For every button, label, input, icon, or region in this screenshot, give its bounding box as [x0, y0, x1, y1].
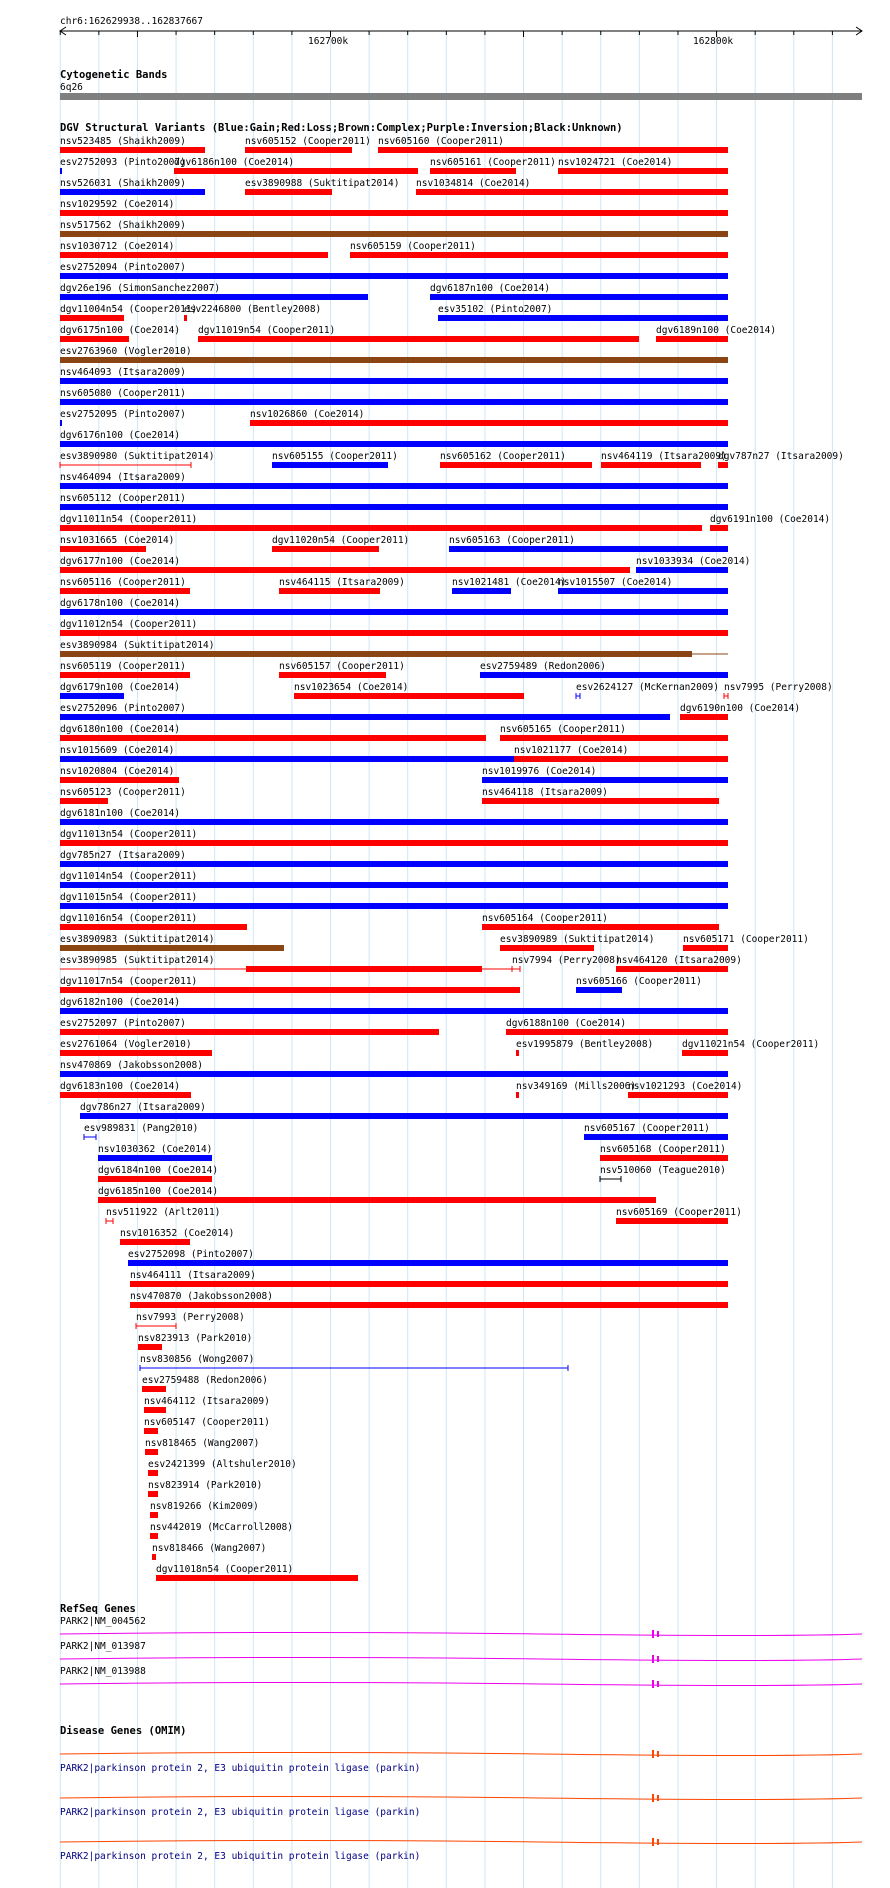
sv-label: esv2752096 (Pinto2007)	[60, 703, 186, 714]
sv-label: esv3890989 (Suktitipat2014)	[500, 934, 655, 945]
sv-bar[interactable]	[60, 609, 728, 615]
sv-label: nsv464093 (Itsara2009)	[60, 367, 186, 378]
sv-bar[interactable]	[60, 189, 205, 195]
sv-label: nsv511922 (Arlt2011)	[106, 1207, 221, 1218]
sv-bar[interactable]	[576, 987, 622, 993]
sv-label: nsv605123 (Cooper2011)	[60, 787, 186, 798]
sv-bar[interactable]	[378, 147, 728, 153]
ruler-track	[60, 16, 862, 47]
sv-bar[interactable]	[636, 567, 728, 573]
sv-label: nsv7993 (Perry2008)	[136, 1312, 245, 1323]
sv-bar[interactable]	[272, 462, 388, 468]
sv-bar[interactable]	[245, 189, 332, 195]
sv-bar[interactable]	[60, 714, 670, 720]
sv-label: nsv526031 (Shaikh2009)	[60, 178, 186, 189]
sv-bar[interactable]	[584, 1134, 728, 1140]
sv-label: dgv6176n100 (Coe2014)	[60, 430, 181, 441]
sv-label: nsv349169 (Mills2006)	[516, 1081, 637, 1092]
sv-bar[interactable]	[506, 1029, 728, 1035]
omim-gene-model[interactable]	[60, 1753, 862, 1756]
sv-label: dgv6184n100 (Coe2014)	[98, 1165, 219, 1176]
sv-bar[interactable]	[683, 945, 728, 951]
sv-label: nsv510060 (Teague2010)	[600, 1165, 726, 1176]
sv-label: nsv464118 (Itsara2009)	[482, 787, 608, 798]
omim-features	[60, 1750, 862, 1862]
sv-bar[interactable]	[60, 441, 728, 447]
sv-label: nsv605165 (Cooper2011)	[500, 724, 626, 735]
sv-bar[interactable]	[142, 1386, 166, 1392]
sv-bar[interactable]	[60, 1029, 439, 1035]
refseq-gene-label: PARK2|NM_004562	[60, 1616, 146, 1627]
sv-bar-thick[interactable]	[246, 966, 482, 972]
sv-bar[interactable]	[60, 1071, 728, 1077]
sv-label: nsv605164 (Cooper2011)	[482, 913, 608, 924]
sv-bar[interactable]	[558, 168, 728, 174]
sv-bar[interactable]	[710, 525, 728, 531]
sv-bar[interactable]	[60, 924, 247, 930]
sv-bar[interactable]	[145, 1449, 158, 1455]
sv-bar[interactable]	[128, 1260, 728, 1266]
sv-label: esv2752094 (Pinto2007)	[60, 262, 186, 273]
sv-label: nsv1023654 (Coe2014)	[294, 682, 409, 693]
sv-label: dgv786n27 (Itsara2009)	[80, 1102, 206, 1113]
sv-bar[interactable]	[718, 462, 728, 468]
sv-bar[interactable]	[148, 1491, 158, 1497]
sv-bar[interactable]	[60, 399, 728, 405]
sv-bar[interactable]	[60, 1092, 191, 1098]
sv-bar[interactable]	[601, 462, 701, 468]
sv-label: nsv605147 (Cooper2011)	[144, 1417, 270, 1428]
sv-label: nsv605161 (Cooper2011)	[430, 157, 556, 168]
refseq-exon	[657, 1631, 659, 1637]
sv-bar[interactable]	[616, 966, 728, 972]
sv-label: nsv605152 (Cooper2011)	[245, 136, 371, 147]
sv-label: dgv11015n54 (Cooper2011)	[60, 892, 198, 903]
refseq-exon	[652, 1630, 654, 1638]
sv-bar[interactable]	[60, 987, 520, 993]
sv-bar[interactable]	[60, 420, 62, 426]
sv-label: dgv6179n100 (Coe2014)	[60, 682, 181, 693]
sv-bar[interactable]	[60, 546, 146, 552]
refseq-title: RefSeq Genes	[60, 1603, 136, 1615]
sv-label: nsv1015609 (Coe2014)	[60, 745, 175, 756]
sv-label: nsv464111 (Itsara2009)	[130, 1270, 256, 1281]
sv-bar[interactable]	[120, 1239, 190, 1245]
sv-label: nsv830856 (Wong2007)	[140, 1354, 255, 1365]
sv-bar[interactable]	[198, 336, 639, 342]
sv-bar[interactable]	[60, 861, 728, 867]
sv-label: nsv605155 (Cooper2011)	[272, 451, 398, 462]
sv-bar[interactable]	[482, 777, 728, 783]
sv-bar[interactable]	[98, 1155, 212, 1161]
sv-label: nsv1021293 (Coe2014)	[628, 1081, 743, 1092]
sv-label: esv2759488 (Redon2006)	[142, 1375, 268, 1386]
omim-exon	[657, 1751, 659, 1757]
sv-bar[interactable]	[60, 210, 728, 216]
sv-label: nsv605160 (Cooper2011)	[378, 136, 504, 147]
sv-label: nsv1024721 (Coe2014)	[558, 157, 673, 168]
sv-label: esv989831 (Pang2010)	[84, 1123, 199, 1134]
sv-bar[interactable]	[60, 525, 702, 531]
sv-label: dgv11014n54 (Cooper2011)	[60, 871, 198, 882]
sv-bar[interactable]	[60, 231, 728, 237]
sv-label: dgv6185n100 (Coe2014)	[98, 1186, 219, 1197]
refseq-gene-label: PARK2|NM_013988	[60, 1666, 146, 1677]
sv-label: dgv6178n100 (Coe2014)	[60, 598, 181, 609]
refseq-exon	[652, 1655, 654, 1663]
sv-label: dgv11019n54 (Cooper2011)	[198, 325, 336, 336]
sv-label: nsv442019 (McCarroll2008)	[150, 1522, 293, 1533]
sv-bar[interactable]	[482, 798, 719, 804]
sv-label: esv2246800 (Bentley2008)	[184, 304, 322, 315]
sv-label: nsv470869 (Jakobsson2008)	[60, 1060, 203, 1071]
sv-label: nsv1019976 (Coe2014)	[482, 766, 597, 777]
sv-bar[interactable]	[60, 273, 728, 279]
sv-label: esv3890980 (Suktitipat2014)	[60, 451, 215, 462]
sv-bar[interactable]	[616, 1218, 728, 1224]
sv-label: dgv6188n100 (Coe2014)	[506, 1018, 627, 1029]
sv-label: nsv605157 (Cooper2011)	[279, 661, 405, 672]
sv-label: nsv819266 (Kim2009)	[150, 1501, 259, 1512]
sv-bar[interactable]	[60, 819, 728, 825]
sv-label: esv3890985 (Suktitipat2014)	[60, 955, 215, 966]
sv-bar[interactable]	[480, 672, 728, 678]
refseq-gene-label: PARK2|NM_013987	[60, 1641, 146, 1652]
omim-exon	[657, 1795, 659, 1801]
omim-track	[60, 1725, 862, 1862]
sv-bar[interactable]	[656, 336, 728, 342]
sv-label: nsv7995 (Perry2008)	[724, 682, 833, 693]
sv-bar[interactable]	[60, 252, 328, 258]
sv-label: nsv523485 (Shaikh2009)	[60, 136, 186, 147]
sv-bar[interactable]	[430, 294, 728, 300]
ruler-tick-label: 162800k	[693, 36, 734, 47]
sv-label: esv3890984 (Suktitipat2014)	[60, 640, 215, 651]
omim-exon	[657, 1839, 659, 1845]
sv-bar[interactable]	[482, 924, 719, 930]
sv-bar[interactable]	[60, 588, 190, 594]
sv-bar[interactable]	[279, 588, 380, 594]
sv-bar[interactable]	[60, 630, 728, 636]
sv-label: dgv6177n100 (Coe2014)	[60, 556, 181, 567]
omim-gene-label[interactable]: PARK2|parkinson protein 2, E3 ubiquitin protein ligase (parkin)	[60, 1807, 421, 1818]
sv-label: nsv605166 (Cooper2011)	[576, 976, 702, 987]
sv-bar[interactable]	[184, 315, 187, 321]
omim-gene-model[interactable]	[60, 1797, 862, 1800]
sv-label: dgv6191n100 (Coe2014)	[710, 514, 831, 525]
sv-bar[interactable]	[144, 1407, 166, 1413]
sv-bar[interactable]	[152, 1554, 156, 1560]
sv-label: nsv1033934 (Coe2014)	[636, 556, 751, 567]
sv-bar[interactable]	[60, 735, 486, 741]
dgv-features	[60, 136, 844, 1581]
sv-bar[interactable]	[60, 672, 190, 678]
sv-label: dgv6180n100 (Coe2014)	[60, 724, 181, 735]
sv-label: nsv470870 (Jakobsson2008)	[130, 1291, 273, 1302]
sv-label: esv3890988 (Suktitipat2014)	[245, 178, 400, 189]
sv-label: nsv605171 (Cooper2011)	[683, 934, 809, 945]
sv-bar[interactable]	[150, 1533, 158, 1539]
sv-bar[interactable]	[294, 693, 524, 699]
sv-bar[interactable]	[144, 1428, 158, 1434]
sv-label: dgv6189n100 (Coe2014)	[656, 325, 777, 336]
refseq-gene-model[interactable]	[60, 1683, 862, 1686]
sv-label: nsv818465 (Wang2007)	[145, 1438, 260, 1449]
omim-gene-label[interactable]: PARK2|parkinson protein 2, E3 ubiquitin protein ligase (parkin)	[60, 1763, 421, 1774]
sv-bar[interactable]	[98, 1176, 212, 1182]
sv-label: esv2763960 (Vogler2010)	[60, 346, 192, 357]
sv-label: nsv605167 (Cooper2011)	[584, 1123, 710, 1134]
sv-label: nsv605159 (Cooper2011)	[350, 241, 476, 252]
sv-bar[interactable]	[60, 315, 124, 321]
sv-label: nsv818466 (Wang2007)	[152, 1543, 267, 1554]
ruler-location: chr6:162629938..162837667	[60, 16, 203, 27]
sv-label: esv2421399 (Altshuler2010)	[148, 1459, 297, 1470]
sv-label: dgv11013n54 (Cooper2011)	[60, 829, 198, 840]
sv-bar[interactable]	[449, 546, 728, 552]
sv-bar[interactable]	[600, 1155, 728, 1161]
sv-bar[interactable]	[516, 1092, 519, 1098]
sv-bar[interactable]	[60, 693, 124, 699]
sv-bar[interactable]	[438, 315, 728, 321]
sv-bar[interactable]	[60, 294, 368, 300]
sv-label: esv2761064 (Vogler2010)	[60, 1039, 192, 1050]
sv-bar[interactable]	[60, 336, 129, 342]
refseq-track	[60, 1603, 862, 1688]
sv-bar[interactable]	[514, 756, 728, 762]
sv-bar[interactable]	[250, 420, 728, 426]
omim-gene-label[interactable]: PARK2|parkinson protein 2, E3 ubiquitin protein ligase (parkin)	[60, 1851, 421, 1862]
omim-exon	[652, 1838, 654, 1846]
sv-label: nsv1034814 (Coe2014)	[416, 178, 531, 189]
sv-label: esv2752097 (Pinto2007)	[60, 1018, 186, 1029]
sv-bar[interactable]	[60, 798, 108, 804]
sv-label: nsv1031665 (Coe2014)	[60, 535, 175, 546]
sv-label: nsv1021481 (Coe2014)	[452, 577, 567, 588]
omim-title: Disease Genes (OMIM)	[60, 1725, 187, 1737]
omim-exon	[652, 1750, 654, 1758]
sv-bar[interactable]	[138, 1344, 162, 1350]
omim-exon	[652, 1794, 654, 1802]
sv-label: esv3890983 (Suktitipat2014)	[60, 934, 215, 945]
sv-bar[interactable]	[60, 567, 630, 573]
sv-bar[interactable]	[130, 1302, 728, 1308]
sv-label: nsv464120 (Itsara2009)	[616, 955, 742, 966]
sv-bar[interactable]	[60, 840, 728, 846]
sv-label: dgv6183n100 (Coe2014)	[60, 1081, 181, 1092]
sv-label: esv2759489 (Redon2006)	[480, 661, 606, 672]
dgv-track	[60, 122, 844, 1581]
sv-label: dgv11012n54 (Cooper2011)	[60, 619, 198, 630]
sv-label: dgv11020n54 (Cooper2011)	[272, 535, 410, 546]
sv-bar[interactable]	[416, 189, 728, 195]
sv-label: dgv6182n100 (Coe2014)	[60, 997, 181, 1008]
sv-bar[interactable]	[60, 777, 179, 783]
sv-label: nsv1016352 (Coe2014)	[120, 1228, 235, 1239]
sv-bar[interactable]	[60, 504, 728, 510]
sv-label: esv2752098 (Pinto2007)	[128, 1249, 254, 1260]
sv-label: nsv605168 (Cooper2011)	[600, 1144, 726, 1155]
sv-label: nsv605116 (Cooper2011)	[60, 577, 186, 588]
sv-label: nsv1029592 (Coe2014)	[60, 199, 175, 210]
sv-label: nsv605163 (Cooper2011)	[449, 535, 575, 546]
sv-bar[interactable]	[150, 1512, 158, 1518]
cytoband-title: Cytogenetic Bands	[60, 69, 168, 81]
sv-bar[interactable]	[350, 252, 728, 258]
refseq-exon	[652, 1680, 654, 1688]
sv-bar[interactable]	[60, 882, 728, 888]
sv-label: dgv6187n100 (Coe2014)	[430, 283, 551, 294]
sv-bar[interactable]	[130, 1281, 728, 1287]
sv-label: dgv11011n54 (Cooper2011)	[60, 514, 198, 525]
sv-label: nsv605119 (Cooper2011)	[60, 661, 186, 672]
sv-bar[interactable]	[98, 1197, 656, 1203]
sv-label: esv2624127 (McKernan2009)	[576, 682, 719, 693]
sv-label: nsv1026860 (Coe2014)	[250, 409, 365, 420]
dgv-title: DGV Structural Variants (Blue:Gain;Red:Loss;Brown:Complex;Purple:Inversion;Black:Unknown)	[60, 122, 623, 134]
sv-bar[interactable]	[516, 1050, 519, 1056]
sv-bar[interactable]	[558, 588, 728, 594]
sv-bar[interactable]	[452, 588, 511, 594]
sv-label: nsv823913 (Park2010)	[138, 1333, 253, 1344]
sv-label: nsv464094 (Itsara2009)	[60, 472, 186, 483]
sv-label: esv2752095 (Pinto2007)	[60, 409, 186, 420]
omim-gene-model[interactable]	[60, 1841, 862, 1844]
refseq-features	[60, 1616, 862, 1688]
sv-label: esv2752093 (Pinto2007)	[60, 157, 186, 168]
sv-label: nsv7994 (Perry2008)	[512, 955, 621, 966]
sv-label: esv1995879 (Bentley2008)	[516, 1039, 654, 1050]
sv-label: esv35102 (Pinto2007)	[438, 304, 553, 315]
ruler-tick-label: 162700k	[308, 36, 349, 47]
cytoband-bar[interactable]	[60, 93, 862, 100]
sv-label: nsv517562 (Shaikh2009)	[60, 220, 186, 231]
sv-label: nsv464112 (Itsara2009)	[144, 1396, 270, 1407]
sv-bar[interactable]	[80, 1113, 728, 1119]
sv-label: nsv1020804 (Coe2014)	[60, 766, 175, 777]
sv-bar[interactable]	[628, 1092, 728, 1098]
sv-bar[interactable]	[680, 714, 728, 720]
sv-label: dgv11004n54 (Cooper2011)	[60, 304, 198, 315]
sv-bar[interactable]	[245, 147, 352, 153]
sv-label: dgv6186n100 (Coe2014)	[174, 157, 295, 168]
sv-bar[interactable]	[500, 735, 728, 741]
sv-label: dgv6175n100 (Coe2014)	[60, 325, 181, 336]
sv-bar[interactable]	[60, 357, 728, 363]
sv-label: nsv605162 (Cooper2011)	[440, 451, 566, 462]
cytoband-label: 6q26	[60, 82, 83, 93]
sv-label: nsv605169 (Cooper2011)	[616, 1207, 742, 1218]
sv-bar[interactable]	[60, 945, 284, 951]
sv-label: nsv605112 (Cooper2011)	[60, 493, 186, 504]
sv-bar[interactable]	[174, 168, 418, 174]
sv-bar[interactable]	[500, 945, 594, 951]
sv-label: dgv787n27 (Itsara2009)	[718, 451, 844, 462]
sv-bar[interactable]	[148, 1470, 158, 1476]
cytoband-track	[60, 69, 862, 100]
sv-label: dgv11021n54 (Cooper2011)	[682, 1039, 820, 1050]
sv-label: nsv1030712 (Coe2014)	[60, 241, 175, 252]
sv-bar[interactable]	[60, 903, 728, 909]
sv-bar[interactable]	[430, 168, 516, 174]
sv-bar[interactable]	[60, 168, 62, 174]
sv-bar[interactable]	[279, 672, 386, 678]
sv-label: nsv1030362 (Coe2014)	[98, 1144, 213, 1155]
sv-label: dgv6181n100 (Coe2014)	[60, 808, 181, 819]
sv-bar[interactable]	[60, 378, 728, 384]
sv-label: nsv823914 (Park2010)	[148, 1480, 263, 1491]
refseq-exon	[657, 1656, 659, 1662]
sv-bar[interactable]	[60, 483, 728, 489]
sv-label: dgv11017n54 (Cooper2011)	[60, 976, 198, 987]
sv-bar[interactable]	[60, 651, 692, 657]
sv-bar[interactable]	[60, 147, 205, 153]
refseq-gene-model[interactable]	[60, 1658, 862, 1661]
sv-label: nsv1021177 (Coe2014)	[514, 745, 629, 756]
sv-label: dgv6190n100 (Coe2014)	[680, 703, 801, 714]
sv-label: dgv26e196 (SimonSanchez2007)	[60, 283, 221, 294]
sv-label: dgv785n27 (Itsara2009)	[60, 850, 186, 861]
sv-bar[interactable]	[440, 462, 592, 468]
sv-label: dgv11016n54 (Cooper2011)	[60, 913, 198, 924]
sv-bar[interactable]	[682, 1050, 728, 1056]
sv-bar[interactable]	[60, 1008, 728, 1014]
sv-label: dgv11018n54 (Cooper2011)	[156, 1564, 294, 1575]
sv-label: nsv464115 (Itsara2009)	[279, 577, 405, 588]
refseq-exon	[657, 1681, 659, 1687]
sv-bar[interactable]	[156, 1575, 358, 1581]
sv-bar[interactable]	[272, 546, 379, 552]
sv-label: nsv1015507 (Coe2014)	[558, 577, 673, 588]
sv-label: nsv464119 (Itsara2009)	[601, 451, 727, 462]
sv-label: nsv605080 (Cooper2011)	[60, 388, 186, 399]
refseq-gene-model[interactable]	[60, 1633, 862, 1636]
sv-bar[interactable]	[60, 1050, 212, 1056]
